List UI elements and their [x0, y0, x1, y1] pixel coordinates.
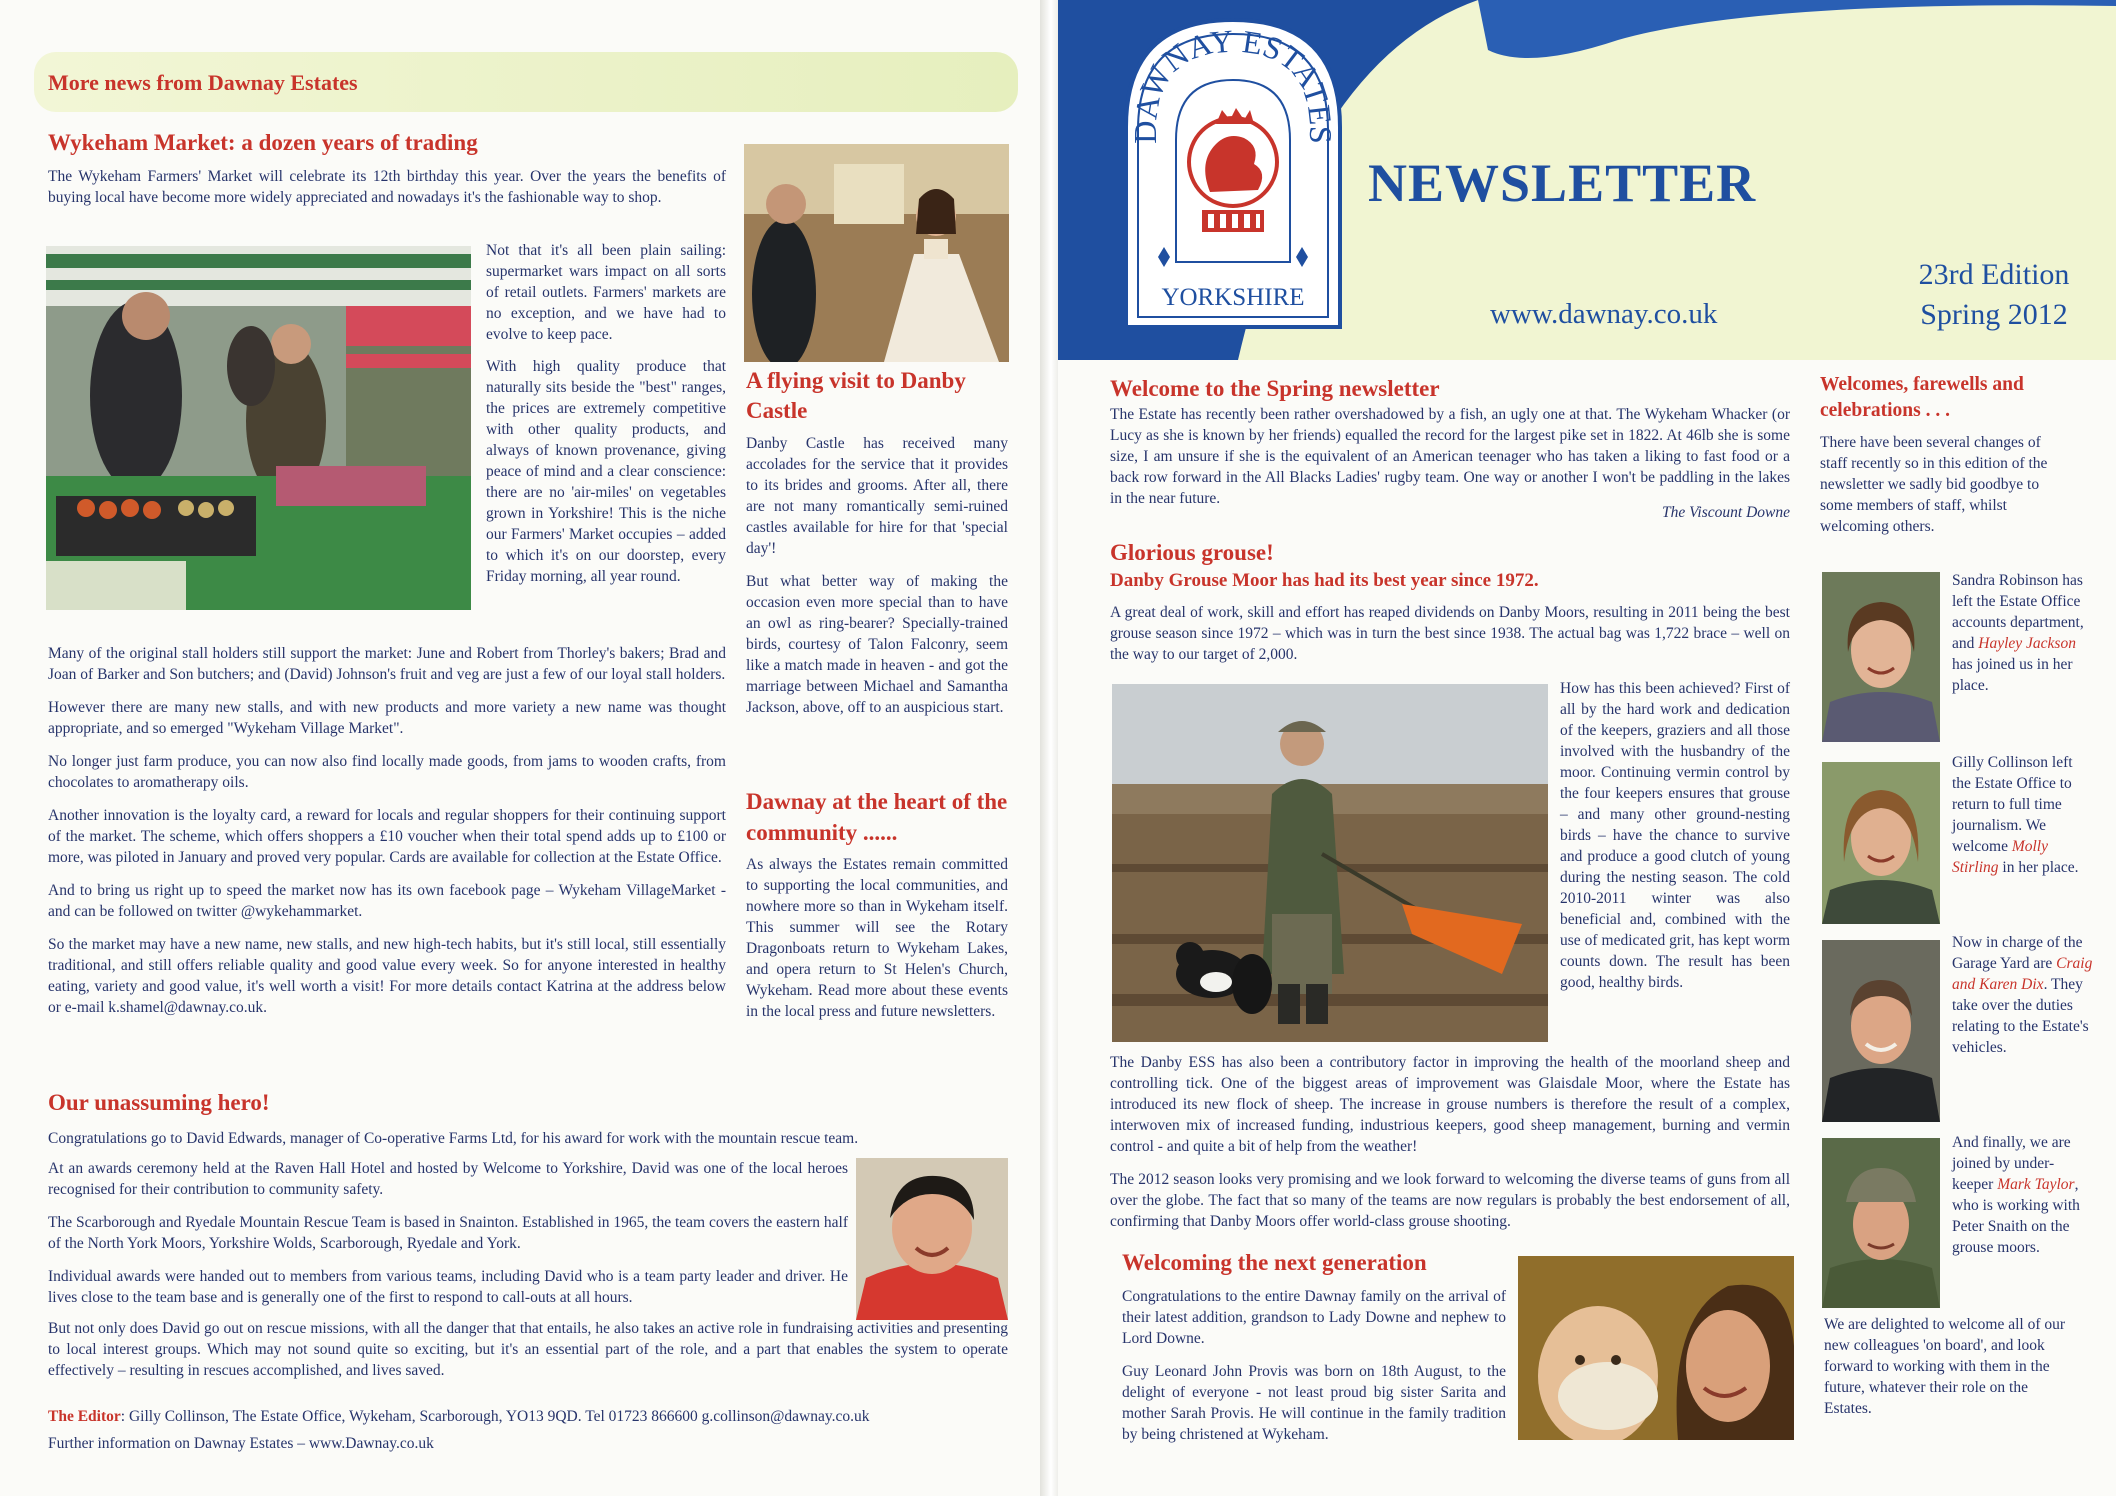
staff-text-2 [1952, 752, 2094, 878]
wedding-photo [744, 144, 1009, 362]
hero-body [48, 1158, 848, 1320]
wykeham-p6: So the market may have a new name, new stalls, and new high-tech habits, but it's still local, still essentially traditional, and still offers reliable quality and good value every week. So for anyone interested in healthy eating, variety and good value, it's well worth a visit! For more details contact Katrina at the address below or e-mail k.shamel@dawnay.co.uk. [48, 936, 726, 1016]
staff-image-1 [1822, 572, 1940, 742]
staff-text-4b: , who is working with Peter Snaith on the grouse moors. [1952, 1176, 2080, 1256]
castle-body [746, 433, 1008, 730]
grouse-p1: A great deal of work, skill and effort has reaped dividends on Danby Moors, resulting in 2011 being the best grouse season since 1972 – which was in turn the best since 1938. The actual bag was 1,722 brace – well on the way to our target of 2,000. [1110, 604, 1790, 663]
wykeham-p4: Another innovation is the loyalty card, a reward for locals and regular shoppers for their continuing support of the market. The scheme, which offers shoppers a £10 voucher when their total spend adds up to £100 or more, was piloted in January and proved very popular. Cards are available for collection at the Estate Office. [48, 807, 726, 866]
staff-title: Welcomes, farewells and celebrations . . . [1820, 374, 2024, 421]
staff-intro: There have been several changes of staff recently so in this edition of the newsletter we sadly bid goodbye to some members of staff, whilst welcoming others. [1820, 434, 2048, 535]
grouse-body [1110, 1052, 1790, 1244]
wykeham-title: Wykeham Market: a dozen years of trading [48, 130, 478, 155]
hero-p1: Congratulations go to David Edwards, manager of Co-operative Farms Ltd, for his award for work with the mountain rescue team. [48, 1130, 859, 1147]
wykeham-p3: No longer just farm produce, you can now also find locally made goods, from jams to wooden crafts, from chocolates to aromatherapy oils. [48, 753, 726, 791]
staff-photo-1 [1822, 572, 1940, 742]
left-page [0, 0, 1040, 1496]
generation-title: Welcoming the next generation [1122, 1250, 1427, 1275]
staff-name-4: Mark Taylor [1997, 1176, 2075, 1193]
staff-text-3a: Now in charge of the Garage Yard are [1952, 934, 2083, 972]
staff-text-2b: in her place. [1998, 859, 2079, 876]
staff-image-2 [1822, 762, 1940, 924]
dawnay-estates-logo [1118, 12, 1348, 332]
grouse-p2: The Danby ESS has also been a contributory factor in improving the health of the moorland sheep and controlling tick. One of the biggest areas of improvement was Glaisdale Moor, where the Estate has introduced its new flock of sheep. The increase in grouse numbers is therefore the result of a complex, interwoven mix of increased funding, industrious keepers, good sheep management, burning and vermin control - and quite a bit of help from the weather! [1110, 1054, 1790, 1155]
staff-name-2: Molly Stirling [1952, 838, 2048, 876]
welcome-p1: The Estate has recently been rather overshadowed by a fish, an ugly one at that. The Wykeham Whacker (or Lucy as she is known by her friends) equalled the record for the largest pike set in 1822. At 46lb she is some size, I am unsure if she is the equivalent of an American teenager who has taken a liking to fast food or a back row forward in the All Blacks Ladies' rugby team. One way or another I won't be paddling in the lakes in the near future. [1110, 406, 1790, 507]
hero-p2: At an awards ceremony held at the Raven Hall Hotel and hosted by Welcome to Yorkshire, David was one of the local heroes recognised for their contribution to community safety. [48, 1160, 848, 1198]
baby-image [1518, 1256, 1794, 1440]
hero-p3: The Scarborough and Ryedale Mountain Rescue Team is based in Snainton. Established in 1965, the team covers the eastern half of the North York Moors, Yorkshire Wolds, Scarborough, Ryedale and York. [48, 1214, 848, 1252]
generation-p1: Congratulations to the entire Dawnay family on the arrival of their latest addition, grandson to Lady Downe and nephew to Lord Downe. [1122, 1288, 1506, 1347]
season-label: Spring 2012 [1920, 298, 2068, 331]
market-photo [46, 246, 471, 610]
editor-label: The Editor [48, 1408, 121, 1425]
wykeham-intro: The Wykeham Farmers' Market will celebrate its 12th birthday this year. Over the years the benefits of buying local have become more widely appreciated and nowadays it's the fashionable way to shop. [48, 168, 726, 206]
staff-name-1: Hayley Jackson [1978, 635, 2076, 652]
banner-title: More news from Dawnay Estates [48, 70, 358, 95]
castle-title: A flying visit to Danby Castle [746, 368, 966, 423]
grouse-title: Glorious grouse! [1110, 540, 1274, 565]
generation-body [1122, 1286, 1506, 1457]
page-fold [1040, 0, 1058, 1496]
staff-outro: We are delighted to welcome all of our new colleagues 'on board', and look forward to working with them in the future, whatever their role on the Estates. [1824, 1316, 2066, 1417]
staff-photo-2 [1822, 762, 1940, 924]
wykeham-p5: And to bring us right up to speed the market now has its own facebook page – Wykeham VillageMarket - and can be followed on twitter @wykehammarket. [48, 882, 726, 920]
grouse-p3: The 2012 season looks very promising and we look forward to welcoming the diverse teams of guns from all over the globe. The fact that so many of the teams are now regulars is probably the best endorsement of all, confirming that Danby Moors offer world-class grouse shooting. [1110, 1171, 1790, 1230]
staff-image-4 [1822, 1138, 1940, 1308]
edition-label: 23rd Edition [1918, 258, 2070, 291]
grouse-subtitle: Danby Grouse Moor has had its best year since 1972. [1110, 570, 1539, 591]
grouse-photo [1112, 684, 1548, 1042]
market-image [46, 246, 471, 610]
website-url: www.dawnay.co.uk [1490, 298, 1718, 330]
staff-text-4 [1952, 1132, 2094, 1258]
grouse-side: How has this been achieved? First of all by the hard work and dedication of the keepers, graziers and all those involved with the husbandry of the moor. Continuing vermin control by the four keepers ensures that grouse – and many other ground-nesting birds – have the chance to survive and produce a good clutch of young during the nesting season. The cold 2010-2011 winter was also beneficial and, combined with the use of medicated grit, has kept worm counts down. The result has been good, healthy birds. [1560, 680, 1790, 991]
right-page [1058, 0, 2116, 1496]
community-p1: As always the Estates remain committed to supporting the local communities, and nowhere more so than in Wykeham itself. This summer will see the Rotary Dragonboats return to Wykeham Lakes, and opera return to St Helen's Church, Wykeham. Read more about these events in the local press and future newsletters. [746, 856, 1008, 1020]
staff-text-1 [1952, 570, 2094, 696]
staff-text-1b: has joined us in her place. [1952, 656, 2073, 694]
staff-text-1a: Sandra Robinson has left the Estate Office accounts department, and [1952, 572, 2084, 652]
castle-p2: But what better way of making the occasion even more special than to have an owl as ring-bearer? Specially-trained birds, courtesy of Talon Falconry, seem like a match made in heaven - and got the marriage between Michael and Samantha Jackson, above, off to an auspicious start. [746, 573, 1008, 716]
staff-photo-3 [1822, 940, 1940, 1122]
staff-text-4a: And finally, we are joined by under-keeper [1952, 1134, 2071, 1193]
staff-text-2a: Gilly Collinson left the Estate Office to return to full time journalism. We welcome [1952, 754, 2073, 855]
generation-p2: Guy Leonard John Provis was born on 18th August, to the delight of everyone - not least proud big sister Sarita and mother Sarah Provis. He will continue in the family tradition by being christened at Wykeham. [1122, 1363, 1506, 1443]
staff-image-3 [1822, 940, 1940, 1122]
castle-p1: Danby Castle has received many accolades for the service that it provides to its brides and grooms. After all, there are not many romantically semi-ruined castles available for hire for that 'special day'! [746, 435, 1008, 557]
welcome-title: Welcome to the Spring newsletter [1110, 376, 1440, 401]
further-info: Further information on Dawnay Estates – www.Dawnay.co.uk [48, 1435, 434, 1452]
logo-arc-text: DAWNAY ESTATES [1127, 22, 1340, 144]
wykeham-body [48, 643, 726, 1030]
hero-image [856, 1158, 1008, 1320]
logo-bottom-text: YORKSHIRE [1161, 284, 1305, 311]
wykeham-side-1: Not that it's all been plain sailing: supermarket wars impact on all sorts of retail outlets. Farmers' markets are no exception, and we have had to evolve to keep pace. [486, 242, 726, 343]
section-banner [34, 52, 1018, 112]
wykeham-side-2: With high quality produce that naturally sits beside the "best" ranges, the prices are extremely competitive with other quality products, and always of known provenance, giving peace of mind and a clear conscience: there are no 'air-miles' on vegetables grown in Yorkshire! This is the niche our Farmers' Market occupies – added to which it's on our doorstep, every Friday morning, all year round. [486, 358, 726, 585]
grouse-image [1112, 684, 1548, 1042]
welcome-signature: The Viscount Downe [1661, 504, 1790, 521]
baby-photo [1518, 1256, 1794, 1440]
staff-name-3: Craig and Karen Dix [1952, 955, 2093, 993]
staff-text-3 [1952, 932, 2094, 1058]
community-title: Dawnay at the heart of the community ...... [746, 789, 1008, 845]
newsletter-title: NEWSLETTER [1368, 153, 1757, 213]
wykeham-p2: However there are many new stalls, and with new products and more variety a new name was thought appropriate, and so emerged "Wykeham Village Market". [48, 699, 726, 737]
wedding-image [744, 144, 1009, 362]
hero-title: Our unassuming hero! [48, 1090, 270, 1115]
hero-photo [856, 1158, 1008, 1320]
staff-photo-4 [1822, 1138, 1940, 1308]
staff-text-3b: . They take over the duties relating to the Estate's vehicles. [1952, 976, 2089, 1056]
editor-line [48, 1406, 1028, 1427]
wykeham-p1: Many of the original stall holders still support the market: June and Robert from Thorley's bakers; Brad and Joan of Barker and Son butchers; and (David) Johnson's fruit and veg are just a few of our loyal stall holders. [48, 645, 726, 683]
hero-p4: Individual awards were handed out to members from various teams, including David who is a team party leader and driver. He lives close to the team base and is generally one of the first to respond to call-outs at all hours. [48, 1268, 848, 1306]
hero-p5: But not only does David go out on rescue missions, with all the danger that that entails, he also takes an active role in fundraising activities and presenting to local interest groups. Which may not sound quite so exciting, but it's an essential part of the role, and a part that enables the system to operate effectively – resulting in rescues accomplished, and lives saved. [48, 1320, 1008, 1379]
editor-details: : Gilly Collinson, The Estate Office, Wykeham, Scarborough, YO13 9QD. Tel 01723 866600 g.collinson@dawnay.co.uk [120, 1408, 870, 1425]
